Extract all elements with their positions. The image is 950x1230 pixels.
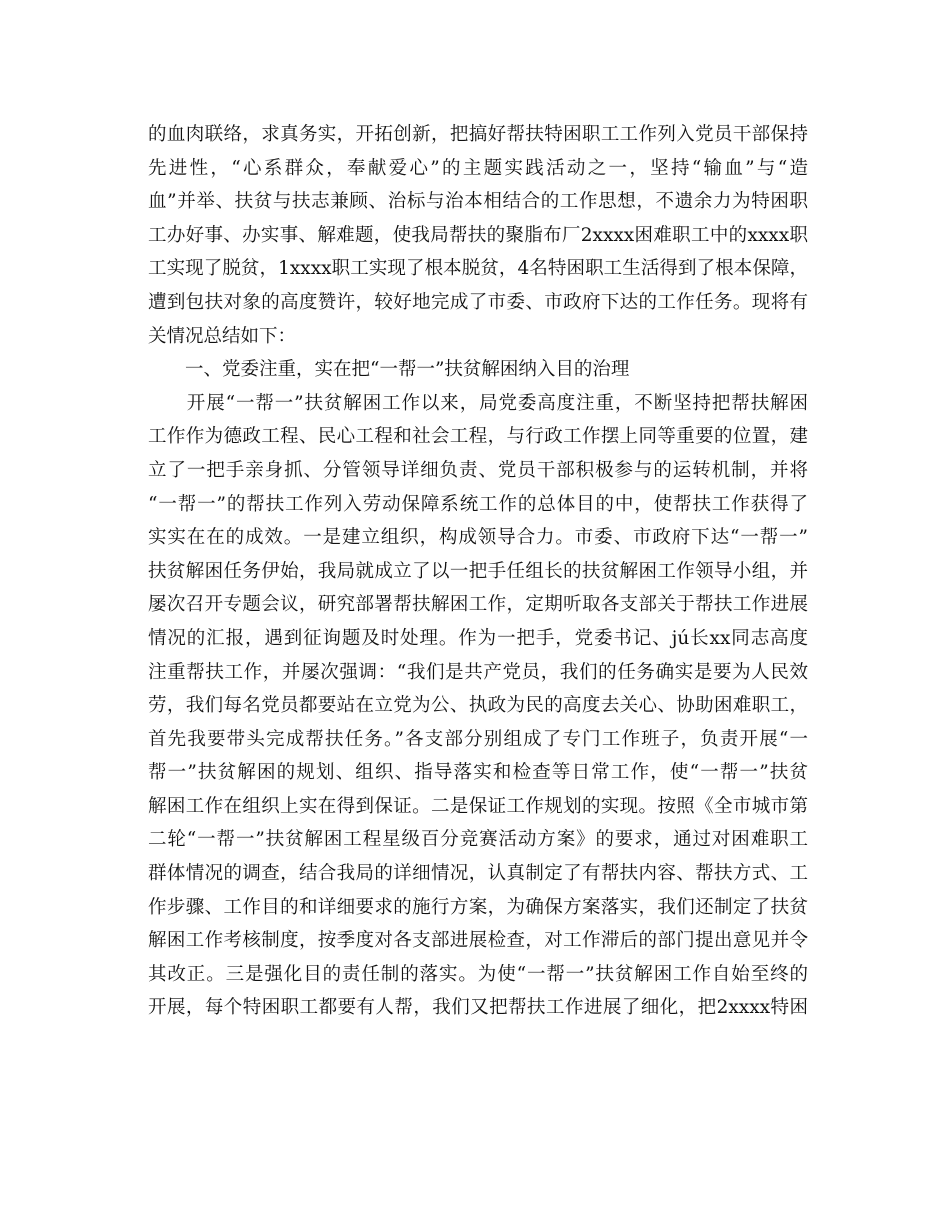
text-line: 工实现了脱贫，1xxxx职工实现了根本脱贫，4名特困职工生活得到了根本保障， [148, 258, 808, 280]
text-line: 解困工作在组织上实在得到保证。二是保证工作规划的实现。按照《全市城市第 [148, 795, 808, 817]
text-line: 工作作为德政工程、民心工程和社会工程，与行政工作摆上同等重要的位置，建 [148, 426, 808, 448]
text-line: 群体情况的调查，结合我局的详细情况，认真制定了有帮扶内容、帮扶方式、工 [148, 863, 808, 885]
text-line: 先进性，“心系群众，奉献爱心”的主题实践活动之一，坚持“输血”与“造 [148, 157, 808, 179]
text-line: “一帮一”的帮扶工作列入劳动保障系统工作的总体目的中，使帮扶工作获得了 [148, 493, 808, 515]
text-line: 二轮“一帮一”扶贫解困工程星级百分竞赛活动方案》的要求，通过对困难职工 [148, 829, 808, 851]
text-line: 解困工作考核制度，按季度对各支部进展检查，对工作滞后的部门提出意见并令 [148, 930, 808, 952]
text-line: 关情况总结如下： [148, 325, 297, 347]
text-line: 其改正。三是强化目的责任制的落实。为使“一帮一”扶贫解困工作自始至终的 [148, 963, 808, 985]
text-line: 开展，每个特困职工都要有人帮，我们又把帮扶工作进展了细化，把2xxxx特困 [148, 997, 808, 1019]
text-line: 工办好事、办实事、解难题，使我局帮扶的聚脂布厂2xxxx困难职工中的xxxx职 [148, 224, 808, 246]
text-line: 情况的汇报，遇到征询题及时处理。作为一把手，党委书记、jú长xx同志高度 [148, 627, 808, 649]
text-line: 遭到包扶对象的高度赞许，较好地完成了市委、市政府下达的工作任务。现将有 [148, 291, 808, 313]
body-text [148, 118, 808, 1025]
text-line: 血”并举、扶贫与扶志兼顾、治标与治本相结合的工作思想，不遗余力为特困职 [148, 191, 808, 213]
text-line: 屡次召开专题会议，研究部署帮扶解困工作，定期听取各支部关于帮扶工作进展 [148, 594, 808, 616]
text-line: 的血肉联络，求真务实，开拓创新，把搞好帮扶特困职工工作列入党员干部保持 [148, 124, 808, 145]
text-line: 扶贫解困任务伊始，我局就成立了以一把手任组长的扶贫解困工作领导小组，并 [148, 560, 808, 582]
text-line: 实实在在的成效。一是建立组织，构成领导合力。市委、市政府下达“一帮一” [148, 527, 808, 549]
text-line: 首先我要带头完成帮扶任务。”各支部分别组成了专门工作班子，负责开展“一 [148, 728, 808, 750]
text-line: 一、党委注重，实在把“一帮一”扶贫解困纳入目的治理 [148, 359, 630, 381]
text-line: 注重帮扶工作，并屡次强调：“我们是共产党员，我们的任务确实是要为人民效 [148, 661, 808, 683]
text-line: 劳，我们每名党员都要站在立党为公、执政为民的高度去关心、协助困难职工， [148, 695, 808, 717]
text-line: 开展“一帮一”扶贫解困工作以来，局党委高度注重，不断坚持把帮扶解困 [148, 392, 808, 414]
text-line: 立了一把手亲身抓、分管领导详细负责、党员干部积极参与的运转机制，并将 [148, 459, 808, 481]
text-line: 作步骤、工作目的和详细要求的施行方案，为确保方案落实，我们还制定了扶贫 [148, 896, 808, 918]
text-line: 帮一”扶贫解困的规划、组织、指导落实和检查等日常工作，使“一帮一”扶贫 [148, 762, 808, 784]
